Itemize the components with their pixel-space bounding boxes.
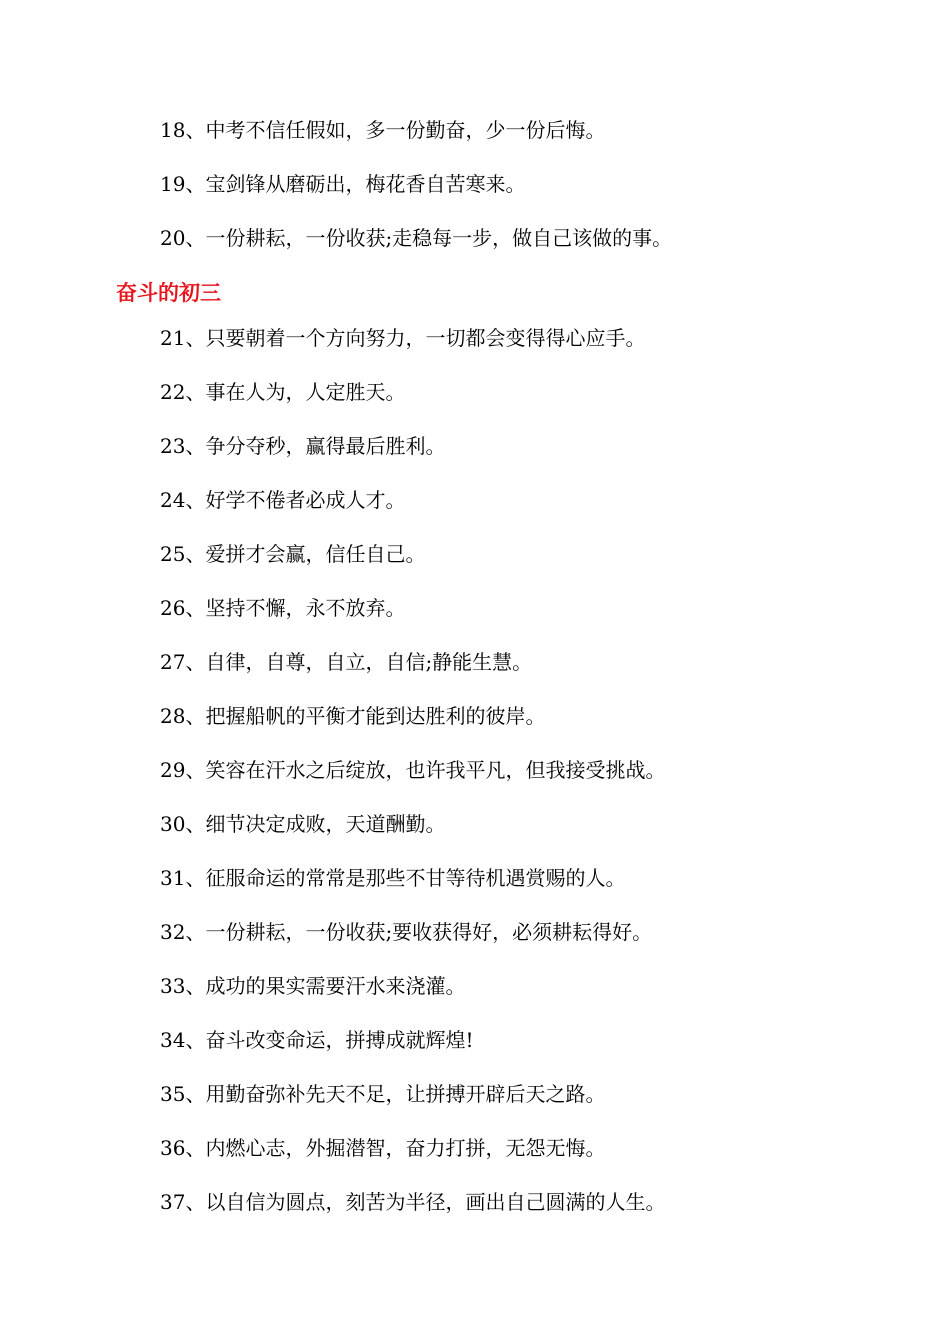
quote-line-30: 30、细节决定成败，天道酬勤。	[160, 812, 446, 836]
quote-line-27: 27、自律，自尊，自立，自信;静能生慧。	[160, 650, 533, 674]
quote-line-31: 31、征服命运的常常是那些不甘等待机遇赏赐的人。	[160, 866, 626, 890]
section-heading: 奋斗的初三	[116, 281, 221, 305]
quote-line-18: 18、中考不信任假如，多一份勤奋，少一份后悔。	[160, 118, 606, 142]
quote-line-34: 34、奋斗改变命运，拼搏成就辉煌!	[160, 1028, 474, 1052]
quote-line-29: 29、笑容在汗水之后绽放，也许我平凡，但我接受挑战。	[160, 758, 666, 782]
quote-line-20: 20、一份耕耘，一份收获;走稳每一步，做自己该做的事。	[160, 226, 673, 250]
quote-line-23: 23、争分夺秒，赢得最后胜利。	[160, 434, 446, 458]
quote-line-19: 19、宝剑锋从磨砺出，梅花香自苦寒来。	[160, 172, 526, 196]
quote-line-35: 35、用勤奋弥补先天不足，让拼搏开辟后天之路。	[160, 1082, 606, 1106]
quote-line-25: 25、爱拼才会赢，信任自己。	[160, 542, 426, 566]
quote-line-32: 32、一份耕耘，一份收获;要收获得好，必须耕耘得好。	[160, 920, 653, 944]
quote-line-26: 26、坚持不懈，永不放弃。	[160, 596, 406, 620]
quote-line-24: 24、好学不倦者必成人才。	[160, 488, 406, 512]
quote-line-22: 22、事在人为，人定胜天。	[160, 380, 406, 404]
quote-line-21: 21、只要朝着一个方向努力，一切都会变得得心应手。	[160, 326, 646, 350]
quote-line-37: 37、以自信为圆点，刻苦为半径，画出自己圆满的人生。	[160, 1190, 666, 1214]
quote-line-33: 33、成功的果实需要汗水来浇灌。	[160, 974, 466, 998]
quote-line-28: 28、把握船帆的平衡才能到达胜利的彼岸。	[160, 704, 546, 728]
quote-line-36: 36、内燃心志，外掘潜智，奋力打拼，无怨无悔。	[160, 1136, 606, 1160]
